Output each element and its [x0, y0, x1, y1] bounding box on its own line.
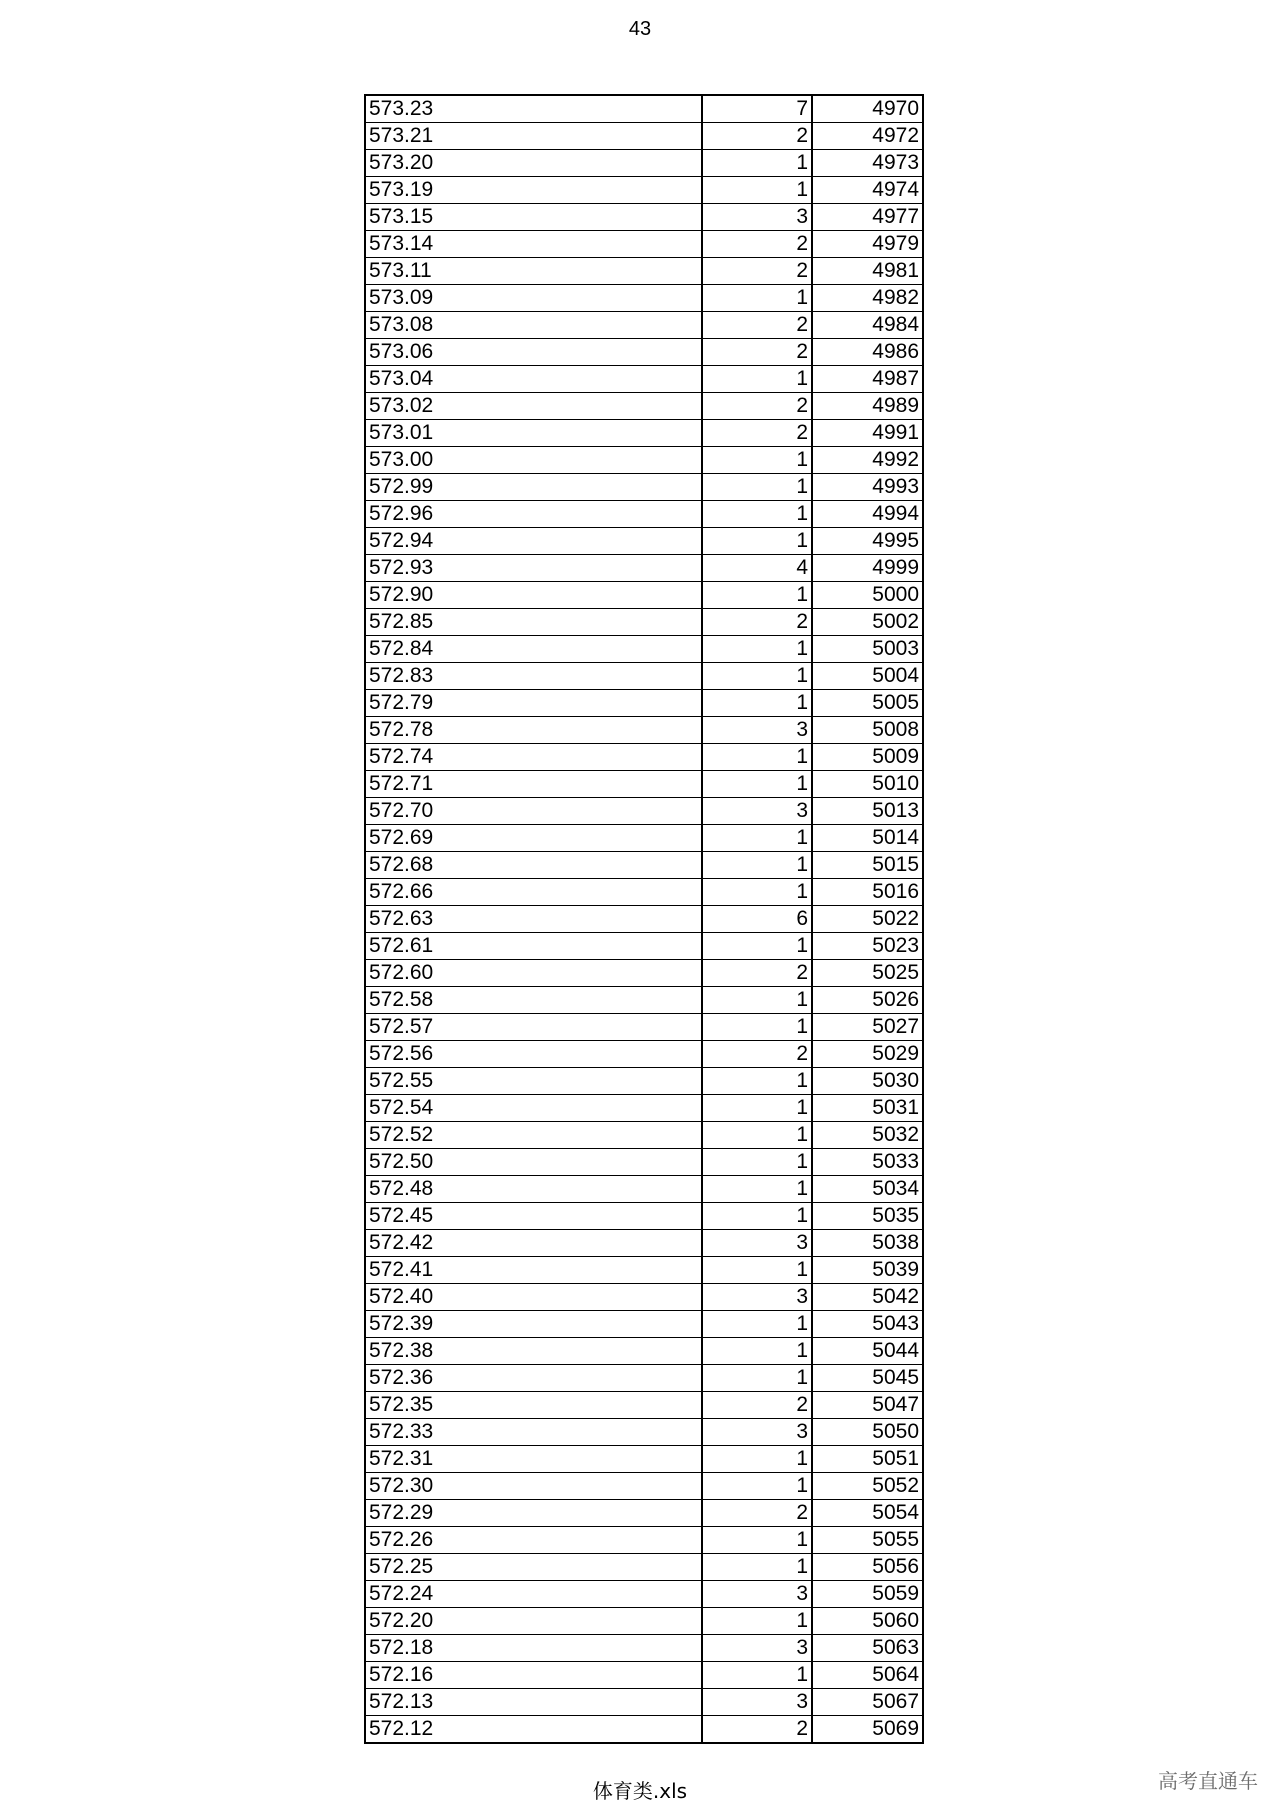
- table-row: [365, 771, 923, 798]
- cumulative-cell: 4977: [812, 204, 923, 231]
- score-cell: 572.12: [365, 1716, 702, 1744]
- cumulative-cell: 5060: [812, 1608, 923, 1635]
- score-cell: 572.13: [365, 1689, 702, 1716]
- cumulative-cell: 4992: [812, 447, 923, 474]
- count-cell: 2: [702, 960, 812, 987]
- cumulative-cell: 4999: [812, 555, 923, 582]
- cumulative-cell: 5013: [812, 798, 923, 825]
- table-row: [365, 1311, 923, 1338]
- table-row: [365, 1122, 923, 1149]
- score-cell: 573.04: [365, 366, 702, 393]
- score-cell: 572.63: [365, 906, 702, 933]
- table-row: [365, 1500, 923, 1527]
- score-table: [364, 94, 924, 1744]
- score-cell: 572.24: [365, 1581, 702, 1608]
- cumulative-cell: 4986: [812, 339, 923, 366]
- cumulative-cell: 5033: [812, 1149, 923, 1176]
- score-cell: 572.25: [365, 1554, 702, 1581]
- table-row: [365, 1527, 923, 1554]
- score-cell: 573.21: [365, 123, 702, 150]
- cumulative-cell: 5026: [812, 987, 923, 1014]
- score-cell: 572.68: [365, 852, 702, 879]
- cumulative-cell: 5014: [812, 825, 923, 852]
- count-cell: 3: [702, 1284, 812, 1311]
- count-cell: 1: [702, 1095, 812, 1122]
- score-cell: 572.16: [365, 1662, 702, 1689]
- count-cell: 1: [702, 501, 812, 528]
- score-cell: 572.45: [365, 1203, 702, 1230]
- count-cell: 1: [702, 474, 812, 501]
- count-cell: 1: [702, 1068, 812, 1095]
- count-cell: 3: [702, 204, 812, 231]
- cumulative-cell: 4970: [812, 95, 923, 123]
- table-row: [365, 798, 923, 825]
- cumulative-cell: 4984: [812, 312, 923, 339]
- score-cell: 572.52: [365, 1122, 702, 1149]
- footer-filename: 体育类.xls: [592, 1779, 688, 1803]
- score-cell: 573.23: [365, 95, 702, 123]
- count-cell: 1: [702, 1338, 812, 1365]
- table-row: [365, 1257, 923, 1284]
- cumulative-cell: 5056: [812, 1554, 923, 1581]
- table-row: [365, 636, 923, 663]
- count-cell: 1: [702, 771, 812, 798]
- score-cell: 572.94: [365, 528, 702, 555]
- score-cell: 573.01: [365, 420, 702, 447]
- table-row: [365, 906, 923, 933]
- count-cell: 2: [702, 1041, 812, 1068]
- count-cell: 2: [702, 258, 812, 285]
- table-row: [365, 231, 923, 258]
- count-cell: 1: [702, 1176, 812, 1203]
- score-cell: 572.26: [365, 1527, 702, 1554]
- cumulative-cell: 5035: [812, 1203, 923, 1230]
- score-cell: 572.93: [365, 555, 702, 582]
- table-row: [365, 1689, 923, 1716]
- score-cell: 572.60: [365, 960, 702, 987]
- score-cell: 572.54: [365, 1095, 702, 1122]
- score-cell: 572.58: [365, 987, 702, 1014]
- count-cell: 1: [702, 1662, 812, 1689]
- cumulative-cell: 4991: [812, 420, 923, 447]
- count-cell: 1: [702, 1527, 812, 1554]
- table-row: [365, 960, 923, 987]
- count-cell: 1: [702, 933, 812, 960]
- cumulative-cell: 4982: [812, 285, 923, 312]
- cumulative-cell: 5000: [812, 582, 923, 609]
- table-row: [365, 852, 923, 879]
- cumulative-cell: 5051: [812, 1446, 923, 1473]
- count-cell: 2: [702, 231, 812, 258]
- cumulative-cell: 4993: [812, 474, 923, 501]
- cumulative-cell: 5054: [812, 1500, 923, 1527]
- score-cell: 572.41: [365, 1257, 702, 1284]
- count-cell: 1: [702, 285, 812, 312]
- cumulative-cell: 5039: [812, 1257, 923, 1284]
- table-row: [365, 258, 923, 285]
- count-cell: 2: [702, 393, 812, 420]
- table-row: [365, 1473, 923, 1500]
- cumulative-cell: 5003: [812, 636, 923, 663]
- cumulative-cell: 5031: [812, 1095, 923, 1122]
- score-cell: 572.20: [365, 1608, 702, 1635]
- count-cell: 1: [702, 1014, 812, 1041]
- cumulative-cell: 5043: [812, 1311, 923, 1338]
- count-cell: 3: [702, 1581, 812, 1608]
- table-row: [365, 1068, 923, 1095]
- table-row: [365, 987, 923, 1014]
- score-cell: 572.36: [365, 1365, 702, 1392]
- count-cell: 1: [702, 636, 812, 663]
- score-cell: 573.14: [365, 231, 702, 258]
- table-row: [365, 123, 923, 150]
- table-row: [365, 1203, 923, 1230]
- cumulative-cell: 5009: [812, 744, 923, 771]
- count-cell: 1: [702, 447, 812, 474]
- score-cell: 572.31: [365, 1446, 702, 1473]
- cumulative-cell: 5008: [812, 717, 923, 744]
- score-cell: 572.30: [365, 1473, 702, 1500]
- table-row: [365, 1581, 923, 1608]
- count-cell: 3: [702, 1230, 812, 1257]
- cumulative-cell: 5032: [812, 1122, 923, 1149]
- cumulative-cell: 5034: [812, 1176, 923, 1203]
- count-cell: 1: [702, 1473, 812, 1500]
- score-cell: 572.35: [365, 1392, 702, 1419]
- cumulative-cell: 4972: [812, 123, 923, 150]
- table-row: [365, 933, 923, 960]
- count-cell: 1: [702, 1446, 812, 1473]
- score-cell: 572.57: [365, 1014, 702, 1041]
- cumulative-cell: 5005: [812, 690, 923, 717]
- count-cell: 1: [702, 1122, 812, 1149]
- table-row: [365, 150, 923, 177]
- count-cell: 2: [702, 1392, 812, 1419]
- table-row: [365, 177, 923, 204]
- score-cell: 572.50: [365, 1149, 702, 1176]
- count-cell: 2: [702, 339, 812, 366]
- score-cell: 572.85: [365, 609, 702, 636]
- score-cell: 572.38: [365, 1338, 702, 1365]
- count-cell: 1: [702, 150, 812, 177]
- table-row: [365, 582, 923, 609]
- count-cell: 2: [702, 312, 812, 339]
- count-cell: 3: [702, 1689, 812, 1716]
- table-row: [365, 555, 923, 582]
- score-cell: 572.56: [365, 1041, 702, 1068]
- cumulative-cell: 5050: [812, 1419, 923, 1446]
- count-cell: 1: [702, 879, 812, 906]
- count-cell: 7: [702, 95, 812, 123]
- table-row: [365, 501, 923, 528]
- cumulative-cell: 5055: [812, 1527, 923, 1554]
- cumulative-cell: 5069: [812, 1716, 923, 1744]
- page-number: 43: [628, 18, 652, 40]
- count-cell: 2: [702, 420, 812, 447]
- score-cell: 572.18: [365, 1635, 702, 1662]
- table-row: [365, 312, 923, 339]
- table-row: [365, 1284, 923, 1311]
- table-row: [365, 1365, 923, 1392]
- table-row: [365, 825, 923, 852]
- count-cell: 1: [702, 987, 812, 1014]
- table-row: [365, 1635, 923, 1662]
- cumulative-cell: 4974: [812, 177, 923, 204]
- table-row: [365, 1662, 923, 1689]
- count-cell: 2: [702, 123, 812, 150]
- cumulative-cell: 5067: [812, 1689, 923, 1716]
- count-cell: 1: [702, 1203, 812, 1230]
- table-row: [365, 1419, 923, 1446]
- cumulative-cell: 5052: [812, 1473, 923, 1500]
- score-cell: 572.61: [365, 933, 702, 960]
- cumulative-cell: 5038: [812, 1230, 923, 1257]
- score-table-body: [365, 95, 923, 1743]
- table-row: [365, 1608, 923, 1635]
- score-cell: 572.29: [365, 1500, 702, 1527]
- table-row: [365, 366, 923, 393]
- cumulative-cell: 5044: [812, 1338, 923, 1365]
- cumulative-cell: 5015: [812, 852, 923, 879]
- count-cell: 3: [702, 798, 812, 825]
- score-cell: 572.48: [365, 1176, 702, 1203]
- score-cell: 572.74: [365, 744, 702, 771]
- score-cell: 573.20: [365, 150, 702, 177]
- count-cell: 3: [702, 1419, 812, 1446]
- table-row: [365, 204, 923, 231]
- score-cell: 572.42: [365, 1230, 702, 1257]
- table-row: [365, 690, 923, 717]
- table-row: [365, 393, 923, 420]
- cumulative-cell: 4979: [812, 231, 923, 258]
- cumulative-cell: 5027: [812, 1014, 923, 1041]
- score-cell: 573.02: [365, 393, 702, 420]
- score-cell: 572.99: [365, 474, 702, 501]
- cumulative-cell: 4989: [812, 393, 923, 420]
- table-row: [365, 339, 923, 366]
- cumulative-cell: 5045: [812, 1365, 923, 1392]
- table-row: [365, 879, 923, 906]
- cumulative-cell: 5022: [812, 906, 923, 933]
- count-cell: 2: [702, 1716, 812, 1744]
- score-cell: 573.19: [365, 177, 702, 204]
- count-cell: 1: [702, 1608, 812, 1635]
- cumulative-cell: 5002: [812, 609, 923, 636]
- score-cell: 573.15: [365, 204, 702, 231]
- table-row: [365, 744, 923, 771]
- watermark: 高考直通车: [1158, 1769, 1258, 1793]
- count-cell: 1: [702, 1257, 812, 1284]
- cumulative-cell: 5016: [812, 879, 923, 906]
- cumulative-cell: 5023: [812, 933, 923, 960]
- table-row: [365, 717, 923, 744]
- score-cell: 572.55: [365, 1068, 702, 1095]
- score-cell: 572.78: [365, 717, 702, 744]
- count-cell: 1: [702, 690, 812, 717]
- table-row: [365, 1554, 923, 1581]
- count-cell: 1: [702, 825, 812, 852]
- count-cell: 1: [702, 663, 812, 690]
- table-row: [365, 95, 923, 123]
- table-row: [365, 1014, 923, 1041]
- table-row: [365, 1446, 923, 1473]
- score-cell: 572.84: [365, 636, 702, 663]
- score-cell: 572.96: [365, 501, 702, 528]
- count-cell: 1: [702, 177, 812, 204]
- table-row: [365, 1176, 923, 1203]
- table-row: [365, 474, 923, 501]
- cumulative-cell: 4981: [812, 258, 923, 285]
- score-cell: 573.11: [365, 258, 702, 285]
- cumulative-cell: 5025: [812, 960, 923, 987]
- cumulative-cell: 5042: [812, 1284, 923, 1311]
- score-cell: 572.69: [365, 825, 702, 852]
- cumulative-cell: 5063: [812, 1635, 923, 1662]
- count-cell: 1: [702, 1554, 812, 1581]
- table-row: [365, 1392, 923, 1419]
- cumulative-cell: 4987: [812, 366, 923, 393]
- cumulative-cell: 5004: [812, 663, 923, 690]
- score-cell: 572.79: [365, 690, 702, 717]
- score-cell: 572.40: [365, 1284, 702, 1311]
- cumulative-cell: 4995: [812, 528, 923, 555]
- score-cell: 572.90: [365, 582, 702, 609]
- table-row: [365, 1041, 923, 1068]
- table-row: [365, 1338, 923, 1365]
- table-row: [365, 1230, 923, 1257]
- table-row: [365, 609, 923, 636]
- cumulative-cell: 5047: [812, 1392, 923, 1419]
- score-cell: 572.70: [365, 798, 702, 825]
- score-cell: 573.00: [365, 447, 702, 474]
- table-row: [365, 528, 923, 555]
- cumulative-cell: 5010: [812, 771, 923, 798]
- cumulative-cell: 4994: [812, 501, 923, 528]
- score-cell: 572.71: [365, 771, 702, 798]
- count-cell: 1: [702, 366, 812, 393]
- score-cell: 573.08: [365, 312, 702, 339]
- count-cell: 1: [702, 1311, 812, 1338]
- count-cell: 1: [702, 1149, 812, 1176]
- count-cell: 4: [702, 555, 812, 582]
- count-cell: 1: [702, 1365, 812, 1392]
- table-row: [365, 1095, 923, 1122]
- count-cell: 3: [702, 717, 812, 744]
- cumulative-cell: 5059: [812, 1581, 923, 1608]
- score-cell: 572.83: [365, 663, 702, 690]
- table-row: [365, 1716, 923, 1744]
- score-cell: 572.66: [365, 879, 702, 906]
- table-row: [365, 420, 923, 447]
- count-cell: 2: [702, 1500, 812, 1527]
- count-cell: 6: [702, 906, 812, 933]
- table-row: [365, 1149, 923, 1176]
- count-cell: 1: [702, 744, 812, 771]
- count-cell: 3: [702, 1635, 812, 1662]
- table-row: [365, 447, 923, 474]
- count-cell: 1: [702, 582, 812, 609]
- count-cell: 2: [702, 609, 812, 636]
- table-row: [365, 663, 923, 690]
- count-cell: 1: [702, 528, 812, 555]
- cumulative-cell: 5030: [812, 1068, 923, 1095]
- cumulative-cell: 5064: [812, 1662, 923, 1689]
- score-cell: 572.33: [365, 1419, 702, 1446]
- cumulative-cell: 4973: [812, 150, 923, 177]
- cumulative-cell: 5029: [812, 1041, 923, 1068]
- count-cell: 1: [702, 852, 812, 879]
- score-cell: 573.06: [365, 339, 702, 366]
- table-row: [365, 285, 923, 312]
- score-cell: 573.09: [365, 285, 702, 312]
- score-cell: 572.39: [365, 1311, 702, 1338]
